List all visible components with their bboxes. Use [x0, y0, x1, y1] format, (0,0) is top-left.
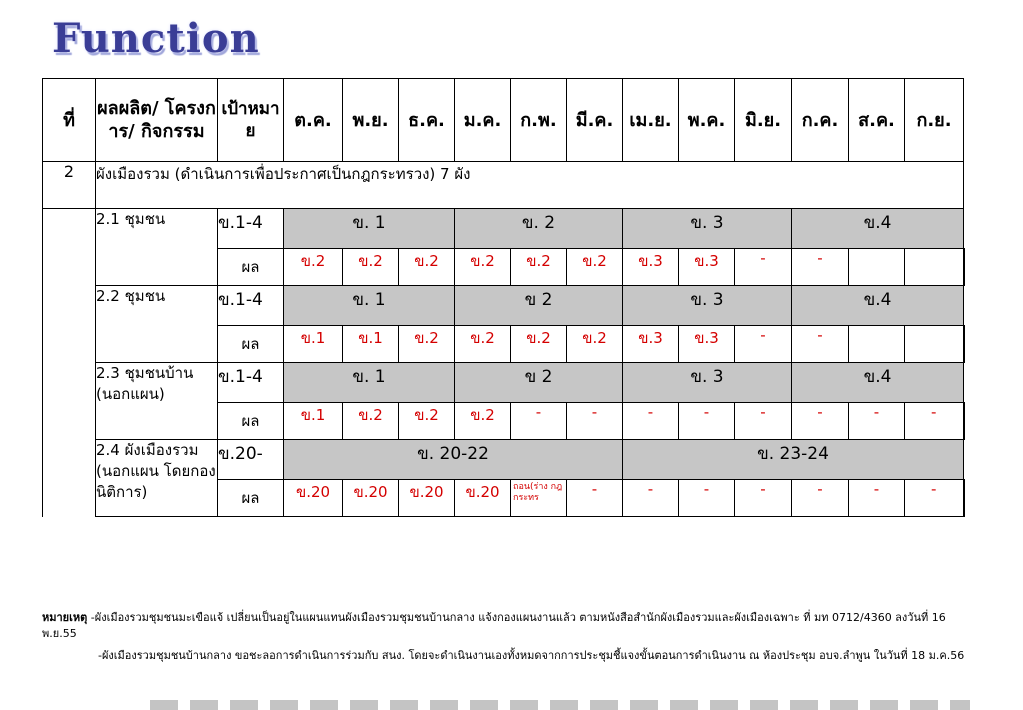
- result-cell: ข.2: [399, 403, 455, 440]
- plan-band: ข.4: [792, 209, 964, 249]
- result-cell: ข.3: [679, 326, 735, 363]
- result-cell: ข.2: [567, 249, 623, 286]
- number-cell: [43, 209, 96, 286]
- result-cell: ข.3: [623, 249, 679, 286]
- result-label: ผล: [218, 403, 284, 440]
- plan-band: ข. 23-24: [623, 440, 964, 480]
- result-cell: ข.2: [343, 249, 399, 286]
- plan-band: ข. 3: [623, 209, 792, 249]
- header-month: พ.ค.: [679, 79, 735, 162]
- item-label: 2.1 ชุมชน: [96, 209, 218, 286]
- header-month: ส.ค.: [849, 79, 905, 162]
- result-label: ผล: [218, 326, 284, 363]
- result-cell: -: [792, 403, 849, 440]
- result-cell: -: [849, 480, 905, 517]
- header-target: เป้าหมาย: [218, 79, 284, 162]
- section-row: [43, 162, 964, 209]
- result-cell: ข.1: [343, 326, 399, 363]
- plan-band: ข 2: [455, 286, 623, 326]
- header-no: ที่: [43, 79, 96, 162]
- result-cell: [849, 326, 905, 363]
- number-cell: [43, 286, 96, 363]
- plan-band: ข. 2: [455, 209, 623, 249]
- header-month: ก.พ.: [511, 79, 567, 162]
- header-month: เม.ย.: [623, 79, 679, 162]
- result-label: ผล: [218, 249, 284, 286]
- target-cell: ข.1-4: [218, 286, 284, 326]
- result-cell: ข.2: [455, 403, 511, 440]
- result-cell: ข.1: [284, 326, 343, 363]
- result-cell: [849, 249, 905, 286]
- item-label: 2.2 ชุมชน: [96, 286, 218, 363]
- plan-band: ข.4: [792, 363, 964, 403]
- result-cell: -: [567, 403, 623, 440]
- result-cell: -: [679, 403, 735, 440]
- plan-band: ข. 1: [284, 363, 455, 403]
- result-cell: -: [735, 249, 792, 286]
- result-cell: ข.20: [343, 480, 399, 517]
- note-1: [42, 610, 982, 642]
- item-plan-row: [43, 363, 964, 403]
- result-cell: ข.2: [455, 249, 511, 286]
- result-cell: -: [849, 403, 905, 440]
- result-cell: [905, 249, 964, 286]
- section-title: ผังเมืองรวม (ดำเนินการเพื่อประกาศเป็นกฎกระทรวง) 7 ผัง: [96, 162, 964, 209]
- result-cell: -: [735, 480, 792, 517]
- plan-band: ข. 1: [284, 286, 455, 326]
- plan-band: ข.4: [792, 286, 964, 326]
- cut-off-text-line: [150, 700, 970, 710]
- item-plan-row: [43, 209, 964, 249]
- result-cell: -: [792, 480, 849, 517]
- result-cell: ข.2: [343, 403, 399, 440]
- note-2-text: -ผังเมืองรวมชุมชนบ้านกลาง ขอชะลอการดำเนินการร่วมกับ สนง. โดยจะดำเนินงานเองทั้งหมดจากการประชุมชี้แจงขั้นตอนการดำเนินงาน ณ ห้องประชุม อบจ.ลำพูน ในวันที่ 18 ม.ค.56: [98, 649, 965, 662]
- target-cell: ข.1-4: [218, 209, 284, 249]
- number-cell: [43, 440, 96, 517]
- page-title: Function: [52, 15, 260, 62]
- result-cell: ข.20: [455, 480, 511, 517]
- item-plan-row: [43, 440, 964, 480]
- result-cell: -: [792, 326, 849, 363]
- number-cell: [43, 363, 96, 440]
- result-cell: -: [623, 480, 679, 517]
- plan-band: ข. 3: [623, 286, 792, 326]
- result-cell: -: [511, 403, 567, 440]
- header-month: ก.ย.: [905, 79, 964, 162]
- note-1-text: -ผังเมืองรวมชุมชนมะเขือแจ้ เปลี่ยนเป็นอยู่ในแผนแทนผังเมืองรวมชุมชนบ้านกลาง แจ้งกองแผนงานแล้ว ตามหนังสือสำนักผังเมืองรวมและผังเมืองเฉพาะ ที่ มท 0712/4360 ลงวันที่ 16 พ.ย.55: [42, 611, 946, 640]
- header-month: ธ.ค.: [399, 79, 455, 162]
- item-plan-row: [43, 286, 964, 326]
- plan-band: ข. 20-22: [284, 440, 623, 480]
- item-label: 2.3 ชุมชนบ้าน (นอกแผน): [96, 363, 218, 440]
- result-cell: ข.2: [399, 326, 455, 363]
- result-cell: -: [623, 403, 679, 440]
- note-2: [42, 648, 982, 664]
- result-cell: ข.20: [284, 480, 343, 517]
- schedule-table: [42, 78, 965, 517]
- footnotes: [42, 610, 982, 670]
- result-cell: ข.1: [284, 403, 343, 440]
- header-month: มิ.ย.: [735, 79, 792, 162]
- result-cell: ข.2: [511, 249, 567, 286]
- result-cell: -: [905, 480, 964, 517]
- header-month: ก.ค.: [792, 79, 849, 162]
- result-cell: -: [735, 403, 792, 440]
- header-month: มี.ค.: [567, 79, 623, 162]
- plan-band: ข 2: [455, 363, 623, 403]
- result-cell: ข.2: [455, 326, 511, 363]
- header-month: ม.ค.: [455, 79, 511, 162]
- result-cell: ข.3: [623, 326, 679, 363]
- target-cell: ข.1-4: [218, 363, 284, 403]
- header-item: ผลผลิต/ โครงการ/ กิจกรรม: [96, 79, 218, 162]
- result-label: ผล: [218, 480, 284, 517]
- target-cell: ข.20-: [218, 440, 284, 480]
- note-label: หมายเหตุ: [42, 611, 88, 624]
- result-cell: ข.2: [511, 326, 567, 363]
- result-cell: -: [567, 480, 623, 517]
- result-cell: -: [679, 480, 735, 517]
- result-cell: ถอน(ร่าง กฎกระทร: [511, 480, 567, 517]
- result-cell: ข.20: [399, 480, 455, 517]
- header-month: พ.ย.: [343, 79, 399, 162]
- result-cell: -: [735, 326, 792, 363]
- section-number: 2: [43, 162, 96, 209]
- result-cell: -: [792, 249, 849, 286]
- plan-band: ข. 3: [623, 363, 792, 403]
- result-cell: ข.2: [399, 249, 455, 286]
- result-cell: [905, 326, 964, 363]
- header-row: [43, 79, 964, 162]
- result-cell: ข.2: [567, 326, 623, 363]
- header-month: ต.ค.: [284, 79, 343, 162]
- result-cell: ข.2: [284, 249, 343, 286]
- plan-band: ข. 1: [284, 209, 455, 249]
- item-label: 2.4 ผังเมืองรวม (นอกแผน โดยกองนิติการ): [96, 440, 218, 517]
- result-cell: -: [905, 403, 964, 440]
- result-cell: ข.3: [679, 249, 735, 286]
